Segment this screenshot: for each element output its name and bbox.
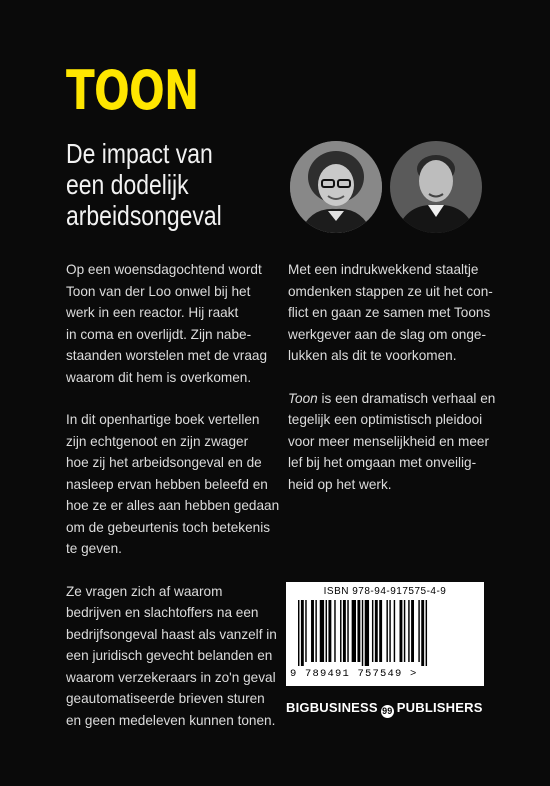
- author-photo-woman: [290, 141, 382, 233]
- barcode-bar: [311, 600, 314, 662]
- barcode-bar: [305, 600, 306, 662]
- barcode-bar: [411, 600, 414, 662]
- text-line: Ze vragen zich af waarom: [66, 583, 223, 599]
- isbn-label: ISBN 978-94-917575-4-9: [323, 586, 447, 597]
- author-photo-man: [390, 141, 482, 233]
- publisher-name-left: BIGBUSINESS: [286, 700, 378, 715]
- isbn-barcode-box: [286, 582, 484, 686]
- barcode-bar: [379, 600, 382, 662]
- barcode-bar: [426, 600, 427, 666]
- barcode-bar: [372, 600, 373, 662]
- barcode-bar: [408, 600, 409, 662]
- text-line: In dit openhartige boek vertellen: [66, 412, 260, 427]
- barcode-bar: [326, 600, 327, 662]
- barcode-bar: [389, 600, 390, 662]
- barcode-bar: [347, 600, 348, 662]
- book-subtitle: [66, 138, 255, 231]
- book-title: TOON: [66, 59, 199, 122]
- text-line: [288, 388, 498, 410]
- book-title-italic: Toon: [288, 390, 318, 406]
- barcode-bar: [394, 600, 395, 662]
- barcode-bar: [386, 600, 387, 662]
- text-line: omdenken stappen ze uit het con-: [288, 283, 493, 299]
- text-line: om de gebeurtenis toch betekenis: [66, 519, 271, 535]
- body-paragraph: [288, 259, 498, 367]
- author-photo-man-icon: [390, 141, 482, 233]
- barcode-bar: [298, 600, 299, 666]
- body-paragraph: [66, 581, 276, 732]
- text-line: heid op het werk.: [288, 476, 392, 492]
- text-line: waarom dit hem is overkomen.: [66, 369, 252, 385]
- text-line: waarom verzekeraars in zo'n geval: [66, 669, 276, 685]
- barcode-bar: [301, 600, 304, 666]
- right-column-text: [288, 259, 498, 516]
- text-line: Toon van der Loo onwel bij het: [66, 283, 251, 299]
- text-line: zijn echtgenoot en zijn zwager: [66, 433, 249, 449]
- text-line: staanden worstelen met de vraag: [66, 348, 268, 363]
- barcode-bar: [328, 600, 331, 662]
- text-line: en geen medeleven kunnen tonen.: [66, 712, 276, 728]
- text-line: bedrijven en slachtoffers na een: [66, 605, 259, 620]
- text-line: geautomatiseerde brieven sturen: [66, 691, 265, 706]
- text-line: lukken als dit te voorkomen.: [288, 348, 457, 363]
- body-paragraph: [66, 409, 280, 560]
- barcode-bar: [340, 600, 341, 662]
- text-line: bedrijfsongeval haast als vanzelf in: [66, 626, 277, 642]
- barcode-bar: [362, 600, 363, 666]
- text-line: hoe zij het arbeidsongeval en de: [66, 455, 262, 470]
- text-line: lef bij het omgaan met onveilig-: [288, 455, 477, 470]
- text-line: werkgever aan de slag om onge-: [288, 326, 486, 342]
- barcode-digits: 9 789491 757549 >: [290, 668, 418, 680]
- text-line: werk in een reactor. Hij raakt: [66, 305, 239, 320]
- subtitle-line: De impact van: [66, 138, 213, 169]
- text-line: nasleep ervan hebben beleefd en: [66, 476, 268, 492]
- text-line: te geven.: [66, 541, 122, 556]
- text-line: flict en gaan ze samen met Toons: [288, 305, 491, 320]
- barcode-bar: [352, 600, 356, 662]
- barcode-bar: [404, 600, 405, 662]
- barcode-bar: [375, 600, 378, 662]
- text-line: hoe ze er alles aan hebben gedaan: [66, 498, 280, 513]
- publisher-logo: [286, 700, 483, 718]
- text-fragment: is een dramatisch verhaal en: [317, 390, 496, 406]
- body-paragraph: [288, 388, 498, 496]
- barcode-bar: [315, 600, 316, 662]
- barcode-bar: [334, 600, 335, 662]
- author-photo-woman-icon: [290, 141, 382, 233]
- barcode-graphic-icon: [298, 600, 472, 666]
- barcode-bar: [400, 600, 403, 662]
- barcode-bar: [365, 600, 369, 666]
- barcode-bar: [357, 600, 360, 662]
- text-line: voor meer menselijkheid en meer: [288, 433, 489, 449]
- barcode-bar: [418, 600, 419, 662]
- text-line: een juridisch gevecht belanden en: [66, 648, 273, 663]
- text-line: Op een woensdagochtend wordt: [66, 262, 262, 277]
- body-paragraph: [66, 259, 276, 388]
- text-line: Met een indrukwekkend staaltje: [288, 262, 479, 277]
- publisher-name-right: PUBLISHERS: [396, 700, 483, 715]
- publisher-logo-mark-icon: 99: [382, 706, 393, 716]
- text-line: tegelijk een optimistisch pleidooi: [288, 412, 483, 427]
- left-column-text: [66, 259, 280, 752]
- barcode-bar: [421, 600, 424, 666]
- barcode-bar: [320, 600, 324, 662]
- subtitle-line: arbeidsongeval: [66, 200, 222, 231]
- barcode-bar: [343, 600, 346, 662]
- text-line: in coma en overlijdt. Zijn nabe-: [66, 326, 252, 342]
- subtitle-line: een dodelijk: [66, 169, 189, 200]
